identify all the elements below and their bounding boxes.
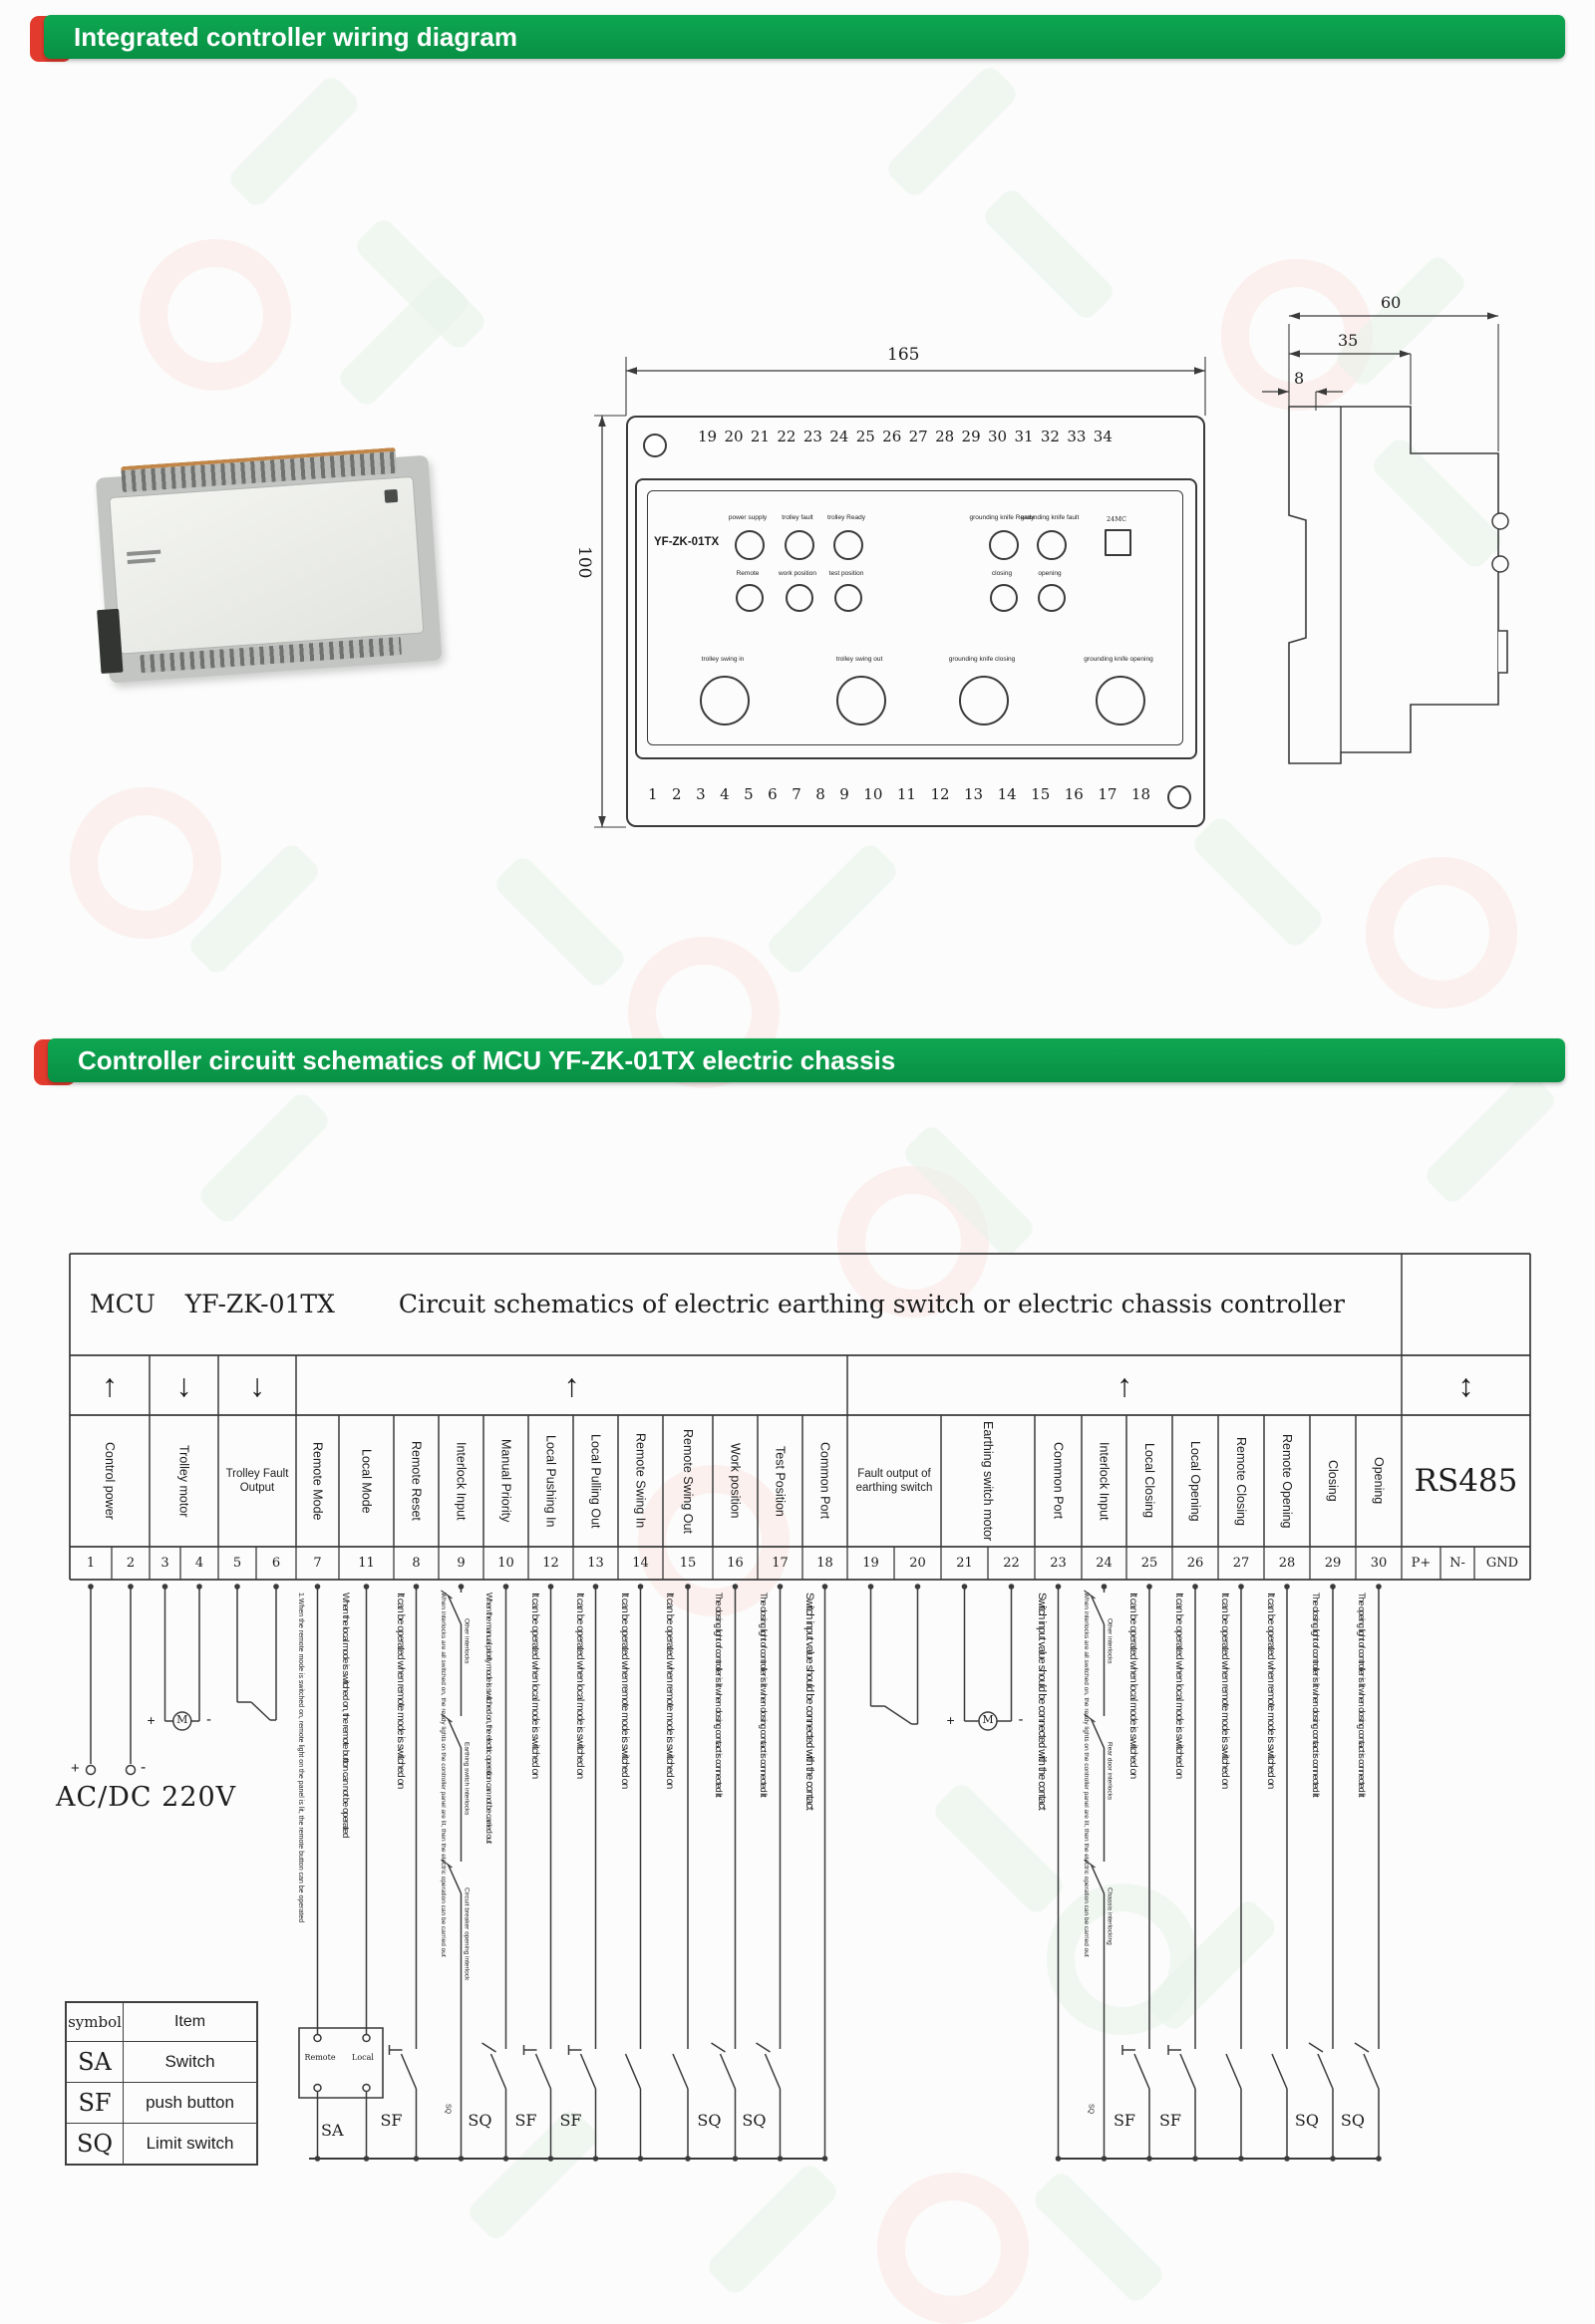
- panel-button-label: grounding knife closing: [948, 656, 1016, 663]
- column-label: [150, 1415, 218, 1547]
- column-description-text: The closing light of controller is lit when closing contact is connected lit: [714, 1593, 724, 1797]
- column-label-text: Earthing switch motor: [981, 1420, 995, 1542]
- panel-terminal-number: 32: [1040, 428, 1060, 445]
- terminal-number: 22: [1003, 1556, 1020, 1571]
- terminal-number: 29: [1324, 1556, 1342, 1571]
- minus-sign: -: [206, 1711, 211, 1728]
- column-description-text: It can be operated when remote mode is switched on: [664, 1593, 676, 1789]
- column-description-text: It can be operated when local mode is switched on: [1173, 1593, 1185, 1779]
- terminal-number: P+: [1411, 1556, 1432, 1571]
- motor-symbol-letter: M: [982, 1713, 994, 1726]
- column-label: [573, 1415, 618, 1547]
- interlock-contact-label-text: Chassis interlocking: [1106, 1888, 1114, 1945]
- column-description: [1311, 1593, 1327, 2166]
- schematic-title-model: YF-ZK-01TX: [184, 1290, 335, 1318]
- column-description-text: It can be operated when local mode is switched on: [574, 1593, 586, 1779]
- column-label-rs485: RS485: [1414, 1463, 1518, 1499]
- terminal-number: 5: [232, 1556, 242, 1571]
- schematic-title-mcu: MCU: [90, 1290, 156, 1318]
- panel-model-label: YF-ZK-01TX: [654, 536, 720, 548]
- panel-terminal-number: 12: [930, 785, 950, 803]
- column-label: [941, 1415, 1035, 1547]
- column-description-text: Switch input value should be connected with the contact: [803, 1593, 815, 1810]
- column-description-text: When the local mode is switched on, the remote button can not be operated: [340, 1593, 351, 1838]
- contact-label: [445, 2101, 455, 2119]
- column-label-text: Manual Priority: [498, 1439, 513, 1523]
- panel-terminal-number: 17: [1098, 785, 1117, 803]
- terminal-number: 24: [1096, 1556, 1113, 1571]
- panel-terminal-number: 3: [696, 785, 706, 803]
- panel-button: [836, 676, 886, 726]
- panel-terminal-number: 29: [961, 428, 981, 445]
- column-description: [574, 1593, 590, 2166]
- terminal-number: 13: [587, 1556, 604, 1571]
- panel-terminal-number: 25: [855, 428, 875, 445]
- contact-label: SA: [321, 2121, 344, 2140]
- panel-mount-hole: [1167, 785, 1191, 809]
- legend-header-symbol: symbol: [67, 2003, 124, 2041]
- column-description-text: It can be operated when local mode is switched on: [1127, 1593, 1139, 1779]
- interlock-contact-label: [1107, 1742, 1116, 1862]
- panel-led: [833, 530, 863, 560]
- sa-box-remote-label: Remote: [304, 2053, 336, 2062]
- panel-led-label: test position: [828, 570, 864, 577]
- panel-button: [700, 676, 750, 726]
- product-photo: [95, 450, 446, 698]
- column-description: [1036, 1593, 1052, 2166]
- column-description: [619, 1593, 635, 2166]
- contact-label-text: SQ: [444, 2103, 452, 2114]
- terminal-number: 16: [727, 1556, 744, 1571]
- direction-arrow: ↑: [563, 1367, 580, 1403]
- panel-led-label: opening: [1038, 570, 1062, 577]
- column-description-text: When interlocks are all switched on, the ready lights on the controller panel are lit, then the electric operation can be carried out: [1083, 1593, 1090, 1957]
- terminal-number: 8: [412, 1556, 421, 1571]
- terminal-number: N-: [1449, 1556, 1465, 1571]
- interlock-contact-label-text: Circuit breaker opening interlock: [463, 1888, 471, 1981]
- panel-terminal-number: 8: [815, 785, 825, 803]
- legend-header-row: [67, 2003, 256, 2041]
- column-description-text: It can be operated when remote mode is switched on: [1265, 1593, 1277, 1789]
- terminal-number: 3: [160, 1556, 169, 1571]
- controller-device-image: [87, 438, 454, 710]
- panel-terminal-number: 1: [648, 785, 658, 803]
- terminal-number: 12: [542, 1556, 559, 1571]
- legend-item: Limit switch: [146, 2134, 234, 2153]
- column-description: [440, 1593, 456, 2166]
- column-label: Fault output of earthing switch: [855, 1467, 933, 1494]
- sa-box-local-label: Local: [352, 2053, 374, 2062]
- column-description: [1127, 1593, 1143, 2166]
- minus-sign: -: [1018, 1711, 1024, 1728]
- legend-item: push button: [146, 2093, 234, 2112]
- column-label: [1218, 1415, 1264, 1547]
- column-label: [439, 1415, 483, 1547]
- column-label-text: Common Port: [1051, 1442, 1066, 1520]
- panel-width-dim: 165: [887, 345, 920, 365]
- column-description-text: It can be operated when remote mode is switched on: [395, 1593, 407, 1789]
- terminal-number: 30: [1370, 1556, 1388, 1571]
- column-description: [484, 1593, 500, 2166]
- column-description: [1083, 1593, 1099, 2166]
- column-label: [1172, 1415, 1218, 1547]
- column-label: [618, 1415, 663, 1547]
- direction-arrow: ↓: [175, 1367, 192, 1403]
- panel-terminal-number: 18: [1130, 785, 1150, 803]
- panel-led: [735, 530, 765, 560]
- panel-terminal-number: 15: [1031, 785, 1051, 803]
- terminal-number: 25: [1140, 1556, 1158, 1571]
- column-label-text: Work position: [728, 1443, 743, 1519]
- interlock-contact-label: [464, 1742, 474, 1862]
- panel-height-dim: 100: [574, 546, 594, 579]
- column-description: [803, 1593, 819, 2166]
- column-description: [1173, 1593, 1189, 2166]
- column-description-text: When the manual priority mode is switched on, the electric operation can not be carried out: [484, 1593, 494, 1844]
- column-label-text: Local Pushing In: [543, 1434, 558, 1528]
- column-label: [70, 1415, 150, 1547]
- panel-led: [736, 584, 764, 612]
- panel-terminal-number: 33: [1067, 428, 1087, 445]
- column-description: [714, 1593, 730, 2166]
- column-label: [663, 1415, 713, 1547]
- legend-symbol: SA: [67, 2042, 124, 2082]
- terminal-number: 7: [313, 1556, 322, 1571]
- side-dim-60: 60: [1381, 293, 1402, 312]
- column-description: [340, 1593, 356, 2166]
- legend-row-sa: [67, 2041, 256, 2082]
- panel-button-label: grounding knife opening: [1084, 656, 1153, 663]
- direction-arrow: ↑: [1116, 1367, 1132, 1403]
- direction-arrow: ↓: [249, 1367, 265, 1403]
- interlock-contact-label: [1107, 1618, 1116, 1738]
- terminal-number: 28: [1278, 1556, 1296, 1571]
- terminal-number: 19: [862, 1556, 879, 1571]
- contact-label: SF: [380, 2111, 403, 2130]
- column-label-text: Remote Mode: [310, 1441, 325, 1521]
- column-label-text: Remote Swing In: [633, 1433, 648, 1529]
- column-label: [802, 1415, 847, 1547]
- panel-led-label: trolley Ready: [827, 514, 865, 521]
- column-label: [483, 1415, 528, 1547]
- column-label: [1035, 1415, 1082, 1547]
- panel-top-terminal-numbers: [698, 428, 1113, 445]
- panel-terminal-number: 21: [750, 428, 770, 445]
- column-description-text: When interlocks are all switched on, the ready lights on the controller panel are lit, then the electric operation can be carried out: [440, 1593, 447, 1957]
- column-label-text: Local Pulling Out: [588, 1433, 603, 1529]
- column-description: [1357, 1593, 1373, 2166]
- terminal-number: 27: [1232, 1556, 1250, 1571]
- column-description-text: The closing light of controller is lit when closing contact is connected lit: [759, 1593, 769, 1797]
- panel-terminal-number: 16: [1064, 785, 1084, 803]
- panel-led-label: grounding knife fault: [1020, 514, 1080, 521]
- contact-label: SQ: [468, 2111, 492, 2130]
- panel-led: [1037, 530, 1067, 560]
- column-label: [1264, 1415, 1310, 1547]
- terminal-number: 23: [1050, 1556, 1067, 1571]
- contact-label: SF: [1158, 2111, 1181, 2130]
- column-description: [1265, 1593, 1281, 2166]
- panel-terminal-number: 7: [792, 785, 801, 803]
- schematic-title: [90, 1254, 1345, 1355]
- section-title-text: Controller circuitt schematics of MCU YF-ZK-01TX electric chassis: [78, 1045, 896, 1075]
- panel-terminal-number: 31: [1014, 428, 1034, 445]
- column-label-text: Common Port: [817, 1442, 832, 1520]
- column-label-text: Opening: [1372, 1457, 1386, 1505]
- contact-label: SQ: [1294, 2111, 1319, 2130]
- column-description: [664, 1593, 680, 2166]
- column-label: [1310, 1415, 1356, 1547]
- column-label: [296, 1415, 339, 1547]
- column-label: [1126, 1415, 1172, 1547]
- panel-led-label: grounding knife Ready: [969, 514, 1035, 521]
- column-label: [339, 1415, 394, 1547]
- panel-square-label: 24MC: [1107, 515, 1126, 523]
- interlock-contact-label: [1107, 1888, 1116, 2007]
- column-label-text: Remote Reset: [409, 1441, 424, 1521]
- panel-terminal-number: 9: [839, 785, 849, 803]
- column-label-text: Local Opening: [1188, 1440, 1202, 1522]
- side-dim-35: 35: [1338, 331, 1359, 350]
- panel-button: [959, 676, 1009, 726]
- terminal-number: 1: [86, 1556, 96, 1571]
- terminal-number: 17: [772, 1556, 789, 1571]
- contact-label: SF: [1113, 2111, 1135, 2130]
- device-led-cluster: [87, 438, 454, 710]
- terminal-number: 14: [632, 1556, 649, 1571]
- terminal-number: 15: [679, 1556, 697, 1571]
- legend-row-sq: [67, 2123, 256, 2164]
- column-label-text: Local Closing: [1142, 1443, 1156, 1519]
- panel-terminal-number: 28: [935, 428, 955, 445]
- column-description-text: It can be operated when local mode is switched on: [529, 1593, 541, 1779]
- power-supply-label: AC/DC 220V: [56, 1782, 237, 1813]
- column-label-text: Interlock Input: [1097, 1441, 1112, 1521]
- panel-led-label: work position: [779, 570, 816, 577]
- contact-label: SQ: [1340, 2111, 1365, 2130]
- panel-button-label: trolley swing out: [835, 656, 883, 663]
- terminal-number: 4: [194, 1556, 204, 1571]
- column-label: [758, 1415, 802, 1547]
- column-description-text: It can be operated when remote mode is switched on: [619, 1593, 631, 1789]
- interlock-contact-label-text: Earthing switch interlocks: [463, 1742, 471, 1816]
- panel-button-label: trolley swing in: [701, 656, 745, 663]
- terminal-number: 10: [497, 1556, 514, 1571]
- column-description: [759, 1593, 775, 2166]
- panel-led: [989, 530, 1019, 560]
- panel-terminal-number: 2: [672, 785, 682, 803]
- panel-terminal-number: 19: [698, 428, 718, 445]
- side-dim-8: 8: [1294, 369, 1305, 388]
- terminal-number: 9: [457, 1556, 466, 1571]
- column-label: Trolley Fault Output: [225, 1467, 289, 1494]
- direction-arrow: ↑: [102, 1367, 118, 1403]
- panel-terminal-number: 27: [908, 428, 928, 445]
- panel-terminal-number: 4: [720, 785, 730, 803]
- symbol-legend-table: [65, 2001, 258, 2166]
- column-description: [297, 1593, 313, 2166]
- panel-led-label: trolley fault: [782, 514, 813, 521]
- terminal-number: 6: [271, 1556, 281, 1571]
- column-description: [395, 1593, 411, 2166]
- panel-led: [834, 584, 862, 612]
- panel-led-label: closing: [991, 570, 1013, 577]
- interlock-contact-label: [464, 1618, 474, 1738]
- column-label-text: Control power: [103, 1442, 117, 1520]
- panel-terminal-number: 5: [744, 785, 754, 803]
- column-label-text: Local Mode: [359, 1448, 374, 1514]
- panel-terminal-number: 13: [964, 785, 984, 803]
- schematic-title-rest: Circuit schematics of electric earthing switch or electric chassis controller: [398, 1290, 1345, 1318]
- column-label-text: Remote Swing Out: [681, 1428, 695, 1534]
- panel-led: [990, 584, 1018, 612]
- panel-led-label: Remote: [736, 570, 760, 577]
- contact-label: SF: [514, 2111, 537, 2130]
- column-label: [1356, 1415, 1402, 1547]
- panel-terminal-number: 24: [829, 428, 849, 445]
- panel-led: [786, 584, 813, 612]
- panel-terminal-number: 14: [997, 785, 1017, 803]
- column-description: [529, 1593, 545, 2166]
- interlock-contact-label: [464, 1888, 474, 2007]
- terminal-number: 20: [909, 1556, 926, 1571]
- column-label: [528, 1415, 573, 1547]
- panel-terminal-number: 11: [896, 785, 916, 803]
- contact-label: SF: [559, 2111, 582, 2130]
- legend-symbol: SQ: [67, 2124, 124, 2164]
- panel-led-label: power supply: [728, 514, 768, 521]
- column-label-text: Remote Opening: [1280, 1433, 1294, 1529]
- interlock-contact-label-text: Other interlocks: [463, 1618, 471, 1664]
- legend-row-sf: [67, 2082, 256, 2123]
- panel-terminal-number: 23: [802, 428, 822, 445]
- column-label-text: Test Position: [773, 1445, 788, 1517]
- plus-sign: +: [71, 1760, 80, 1777]
- terminal-number: GND: [1485, 1556, 1519, 1571]
- column-description: [1219, 1593, 1235, 2166]
- panel-terminal-number: 26: [882, 428, 902, 445]
- column-description-text: 1.When the remote mode is switched on, remote light on the panel is lit, the remote button can be operated: [297, 1593, 304, 1923]
- column-description-text: The closing light of controller is lit when closing contact is connected lit: [1311, 1593, 1321, 1797]
- panel-terminal-number: 6: [768, 785, 778, 803]
- terminal-number: 2: [126, 1556, 136, 1571]
- column-label: [1082, 1415, 1126, 1547]
- interlock-contact-label-text: Other interlocks: [1106, 1618, 1114, 1664]
- column-label: [394, 1415, 439, 1547]
- contact-label-text: SQ: [1087, 2103, 1095, 2114]
- panel-terminal-number: 30: [987, 428, 1008, 445]
- terminal-number: 11: [358, 1556, 375, 1571]
- contact-label: SQ: [742, 2111, 767, 2130]
- panel-led: [785, 530, 814, 560]
- contact-label: [1088, 2101, 1098, 2119]
- column-label-text: Remote Closing: [1234, 1436, 1248, 1526]
- panel-terminal-number: 10: [863, 785, 883, 803]
- section-title-text: Integrated controller wiring diagram: [74, 22, 517, 52]
- column-description-text: Switch input value should be connected with the contact: [1036, 1593, 1048, 1810]
- column-label-text: Trolley motor: [176, 1444, 191, 1518]
- column-label-text: Interlock Input: [454, 1441, 469, 1521]
- column-description-text: It can be operated when remote mode is switched on: [1219, 1593, 1231, 1789]
- panel-bottom-terminal-numbers: [648, 785, 1150, 803]
- panel-button: [1096, 676, 1145, 726]
- panel-mount-hole: [643, 434, 667, 457]
- legend-header-item: Item: [173, 2013, 206, 2030]
- minus-sign: -: [141, 1759, 147, 1776]
- terminal-number: 18: [816, 1556, 833, 1571]
- column-description-text: The opeing light of controller is lit when closing contact is connected lit: [1357, 1593, 1367, 1797]
- plus-sign: +: [946, 1712, 955, 1728]
- legend-item: Switch: [164, 2052, 215, 2071]
- panel-led: [1038, 584, 1066, 612]
- legend-symbol: SF: [67, 2083, 124, 2123]
- contact-label: SQ: [697, 2111, 722, 2130]
- column-label: [713, 1415, 758, 1547]
- terminal-number: 26: [1186, 1556, 1204, 1571]
- panel-terminal-number: 20: [724, 428, 744, 445]
- column-label-text: Closing: [1326, 1460, 1340, 1502]
- terminal-number: 21: [956, 1556, 973, 1571]
- plus-sign: +: [147, 1712, 156, 1728]
- panel-terminal-number: 22: [777, 428, 797, 445]
- motor-symbol-letter: M: [176, 1713, 188, 1726]
- panel-terminal-number: 34: [1093, 428, 1113, 445]
- direction-arrow: ↕: [1457, 1367, 1474, 1403]
- interlock-contact-label-text: Rear door interlocks: [1106, 1742, 1114, 1801]
